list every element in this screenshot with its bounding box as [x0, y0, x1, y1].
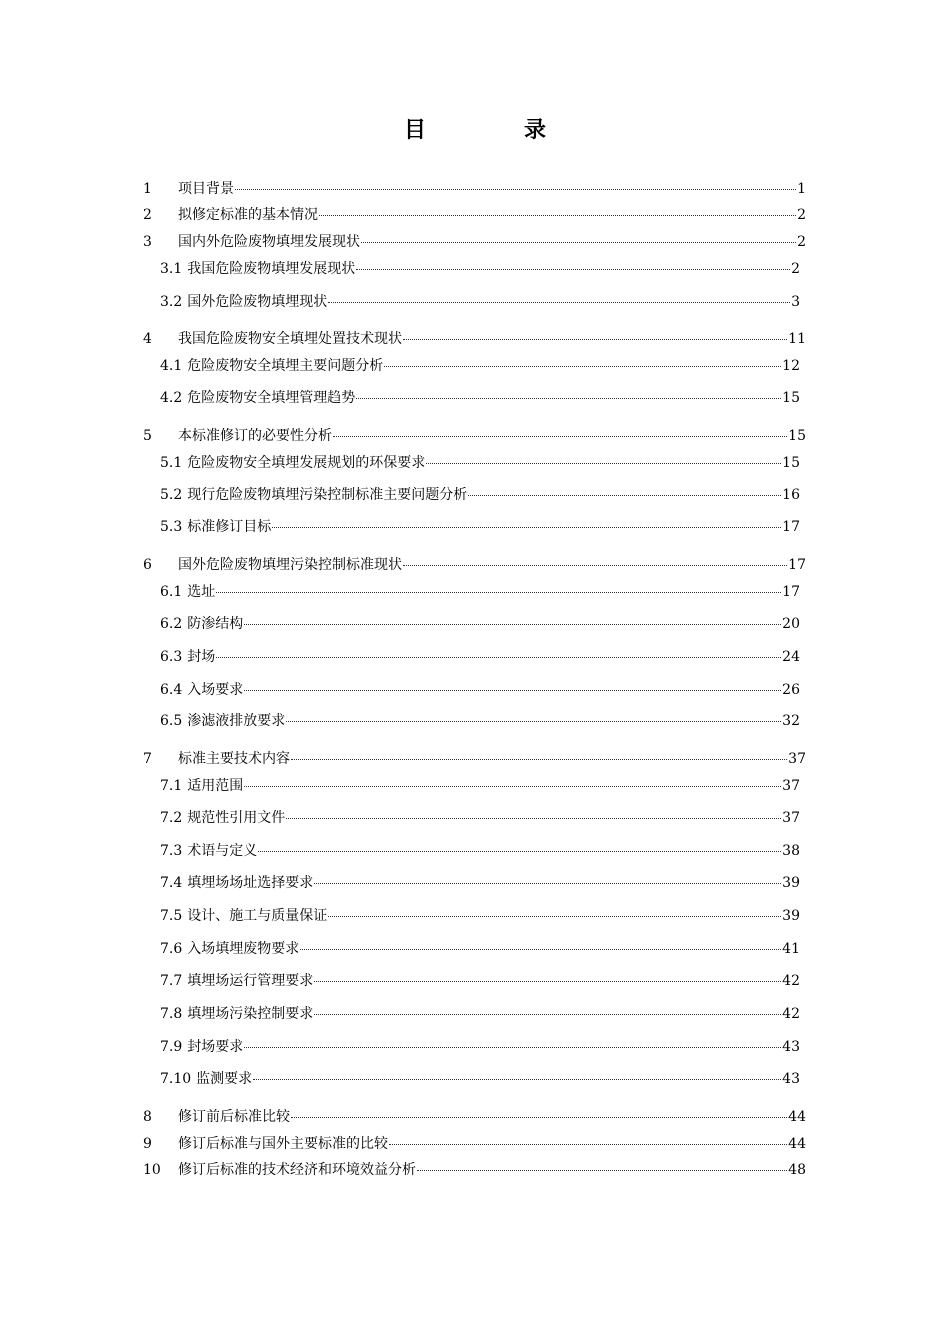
toc-number: 4.2 — [160, 390, 183, 406]
dot-leader — [314, 1014, 781, 1015]
toc-number: 1 — [143, 181, 152, 197]
toc-page: 16 — [782, 487, 800, 503]
toc-page: 37 — [782, 778, 800, 794]
toc-page: 20 — [782, 616, 800, 632]
toc-number: 6 — [143, 557, 152, 573]
toc-entry[interactable] — [143, 556, 806, 574]
toc-entry[interactable] — [160, 615, 800, 633]
page-title: 目 录 — [403, 117, 584, 143]
toc-number: 6.3 — [160, 649, 183, 665]
toc-number: 7.5 — [160, 908, 183, 924]
toc-number: 4 — [143, 331, 152, 347]
toc-entry[interactable] — [160, 1005, 800, 1023]
toc-label: 填埋场运行管理要求 — [187, 973, 314, 989]
toc-entry[interactable] — [160, 842, 800, 860]
toc-label: 规范性引用文件 — [187, 810, 286, 826]
dot-leader — [403, 565, 787, 566]
toc-label: 国外危险废物填埋现状 — [187, 294, 328, 310]
toc-entry[interactable] — [160, 940, 800, 958]
dot-leader — [328, 916, 781, 917]
toc-page: 15 — [788, 428, 806, 444]
dot-leader — [286, 721, 781, 722]
toc-page: 2 — [797, 234, 806, 250]
toc-number: 6.5 — [160, 713, 183, 729]
toc-number: 7.3 — [160, 843, 183, 859]
toc-entry[interactable] — [160, 486, 800, 504]
toc-entry[interactable] — [160, 1038, 800, 1056]
dot-leader — [333, 436, 787, 437]
toc-number: 3.2 — [160, 294, 183, 310]
toc-label: 设计、施工与质量保证 — [187, 908, 328, 924]
toc-number: 7.4 — [160, 875, 183, 891]
toc-label: 监测要求 — [196, 1071, 253, 1087]
toc-entry[interactable] — [160, 518, 800, 536]
toc-entry[interactable] — [143, 1161, 806, 1179]
toc-page: 17 — [788, 557, 806, 573]
toc-label: 危险废物安全填埋管理趋势 — [187, 390, 356, 406]
toc-number: 3.1 — [160, 261, 183, 277]
dot-leader — [403, 339, 787, 340]
toc-page: 3 — [791, 294, 800, 310]
toc-page: 1 — [797, 181, 806, 197]
toc-number: 7.2 — [160, 810, 183, 826]
toc-label: 标准修订目标 — [187, 519, 272, 535]
toc-number: 7.9 — [160, 1039, 183, 1055]
toc-page: 24 — [782, 649, 800, 665]
toc-page: 2 — [797, 207, 806, 223]
dot-leader — [235, 189, 796, 190]
toc-label: 防渗结构 — [187, 616, 244, 632]
dot-leader — [253, 1079, 781, 1080]
dot-leader — [361, 242, 796, 243]
dot-leader — [417, 1170, 787, 1171]
toc-number: 7.1 — [160, 778, 183, 794]
dot-leader — [426, 463, 781, 464]
dot-leader — [244, 1047, 781, 1048]
toc-page: 43 — [782, 1071, 800, 1087]
toc-page: 12 — [782, 358, 800, 374]
toc-label: 渗滤液排放要求 — [187, 713, 286, 729]
toc-label: 本标准修订的必要性分析 — [178, 428, 332, 444]
dot-leader — [216, 592, 781, 593]
dot-leader — [328, 302, 790, 303]
toc-number: 7.6 — [160, 941, 183, 957]
toc-page: 17 — [782, 519, 800, 535]
toc-page: 26 — [782, 682, 800, 698]
dot-leader — [272, 527, 781, 528]
toc-entry[interactable] — [160, 972, 800, 990]
toc-label: 入场要求 — [187, 682, 244, 698]
toc-entry[interactable] — [160, 389, 800, 407]
toc-number: 6.2 — [160, 616, 183, 632]
toc-label: 填埋场污染控制要求 — [187, 1006, 314, 1022]
dot-leader — [216, 657, 781, 658]
toc-label: 修订前后标准比较 — [178, 1109, 290, 1125]
dot-leader — [300, 949, 781, 950]
toc-label: 修订后标准的技术经济和环境效益分析 — [178, 1162, 416, 1178]
toc-page: 42 — [782, 1006, 800, 1022]
toc-label: 选址 — [187, 584, 216, 600]
toc-entry[interactable] — [143, 750, 806, 768]
toc-page: 44 — [788, 1136, 806, 1152]
toc-label: 我国危险废物填埋发展现状 — [187, 261, 356, 277]
toc-entry[interactable] — [160, 777, 800, 795]
toc-entry[interactable] — [143, 1108, 806, 1126]
toc-entry[interactable] — [160, 874, 800, 892]
toc-entry[interactable] — [160, 293, 800, 311]
toc-label: 修订后标准与国外主要标准的比较 — [178, 1136, 388, 1152]
dot-leader — [468, 495, 781, 496]
dot-leader — [384, 366, 781, 367]
toc-entry[interactable] — [160, 648, 800, 666]
toc-label: 拟修定标准的基本情况 — [178, 207, 318, 223]
toc-page: 15 — [782, 455, 800, 471]
toc-number: 7.8 — [160, 1006, 183, 1022]
toc-page: 2 — [791, 261, 800, 277]
toc-label: 国内外危险废物填埋发展现状 — [178, 234, 360, 250]
dot-leader — [244, 624, 781, 625]
toc-label: 填埋场场址选择要求 — [187, 875, 314, 891]
toc-number: 7.10 — [160, 1071, 192, 1087]
toc-number: 7 — [143, 751, 152, 767]
toc-label: 危险废物安全填埋主要问题分析 — [187, 358, 384, 374]
dot-leader — [356, 398, 781, 399]
toc-entry[interactable] — [160, 1070, 800, 1088]
toc-page: 43 — [782, 1039, 800, 1055]
toc-label: 现行危险废物填埋污染控制标准主要问题分析 — [187, 487, 468, 503]
toc-label: 标准主要技术内容 — [178, 751, 290, 767]
toc-entry[interactable] — [143, 330, 806, 348]
toc-label: 我国危险废物安全填埋处置技术现状 — [178, 331, 402, 347]
toc-number: 9 — [143, 1136, 152, 1152]
toc-entry[interactable] — [160, 712, 800, 730]
toc-page: 41 — [782, 941, 800, 957]
toc-number: 8 — [143, 1109, 152, 1125]
dot-leader — [389, 1144, 787, 1145]
toc-entry[interactable] — [160, 907, 800, 925]
toc-entry[interactable] — [160, 583, 800, 601]
toc-number: 5.3 — [160, 519, 183, 535]
dot-leader — [356, 269, 790, 270]
toc-page: 44 — [788, 1109, 806, 1125]
toc-page: 48 — [788, 1162, 806, 1178]
toc-page: 15 — [782, 390, 800, 406]
toc-page: 42 — [782, 973, 800, 989]
toc-number: 6.4 — [160, 682, 183, 698]
toc-label: 项目背景 — [178, 181, 234, 197]
toc-entry[interactable] — [143, 206, 806, 224]
toc-page: 11 — [788, 331, 806, 347]
toc-entry[interactable] — [160, 809, 800, 827]
toc-number: 10 — [143, 1162, 161, 1178]
toc-number: 4.1 — [160, 358, 183, 374]
toc-label: 入场填埋废物要求 — [187, 941, 300, 957]
toc-number: 5.2 — [160, 487, 183, 503]
toc-label: 封场 — [187, 649, 216, 665]
toc-entry[interactable] — [160, 454, 800, 472]
toc-entry[interactable] — [143, 233, 806, 251]
toc-number: 2 — [143, 207, 152, 223]
dot-leader — [319, 215, 796, 216]
toc-label: 术语与定义 — [187, 843, 258, 859]
dot-leader — [291, 759, 787, 760]
toc-label: 国外危险废物填埋污染控制标准现状 — [178, 557, 402, 573]
toc-entry[interactable] — [143, 1135, 806, 1153]
toc-number: 6.1 — [160, 584, 183, 600]
toc-entry[interactable] — [160, 260, 800, 278]
toc-label: 封场要求 — [187, 1039, 244, 1055]
toc-page: 39 — [782, 908, 800, 924]
toc-entry[interactable] — [160, 357, 800, 375]
toc-number: 7.7 — [160, 973, 183, 989]
toc-label: 危险废物安全填埋发展规划的环保要求 — [187, 455, 426, 471]
toc-page: 38 — [782, 843, 800, 859]
dot-leader — [291, 1117, 787, 1118]
toc-entry[interactable] — [143, 180, 806, 198]
toc-entry[interactable] — [143, 427, 806, 445]
toc-number: 3 — [143, 234, 152, 250]
dot-leader — [286, 818, 781, 819]
toc-number: 5.1 — [160, 455, 183, 471]
dot-leader — [314, 981, 781, 982]
toc-label: 适用范围 — [187, 778, 244, 794]
toc-entry[interactable] — [160, 681, 800, 699]
toc-page: 37 — [782, 810, 800, 826]
toc-page: 17 — [782, 584, 800, 600]
toc-page: 39 — [782, 875, 800, 891]
dot-leader — [244, 786, 781, 787]
toc-number: 5 — [143, 428, 152, 444]
toc-page: 37 — [788, 751, 806, 767]
toc-page: 32 — [782, 713, 800, 729]
dot-leader — [258, 851, 781, 852]
dot-leader — [314, 883, 781, 884]
dot-leader — [244, 690, 781, 691]
